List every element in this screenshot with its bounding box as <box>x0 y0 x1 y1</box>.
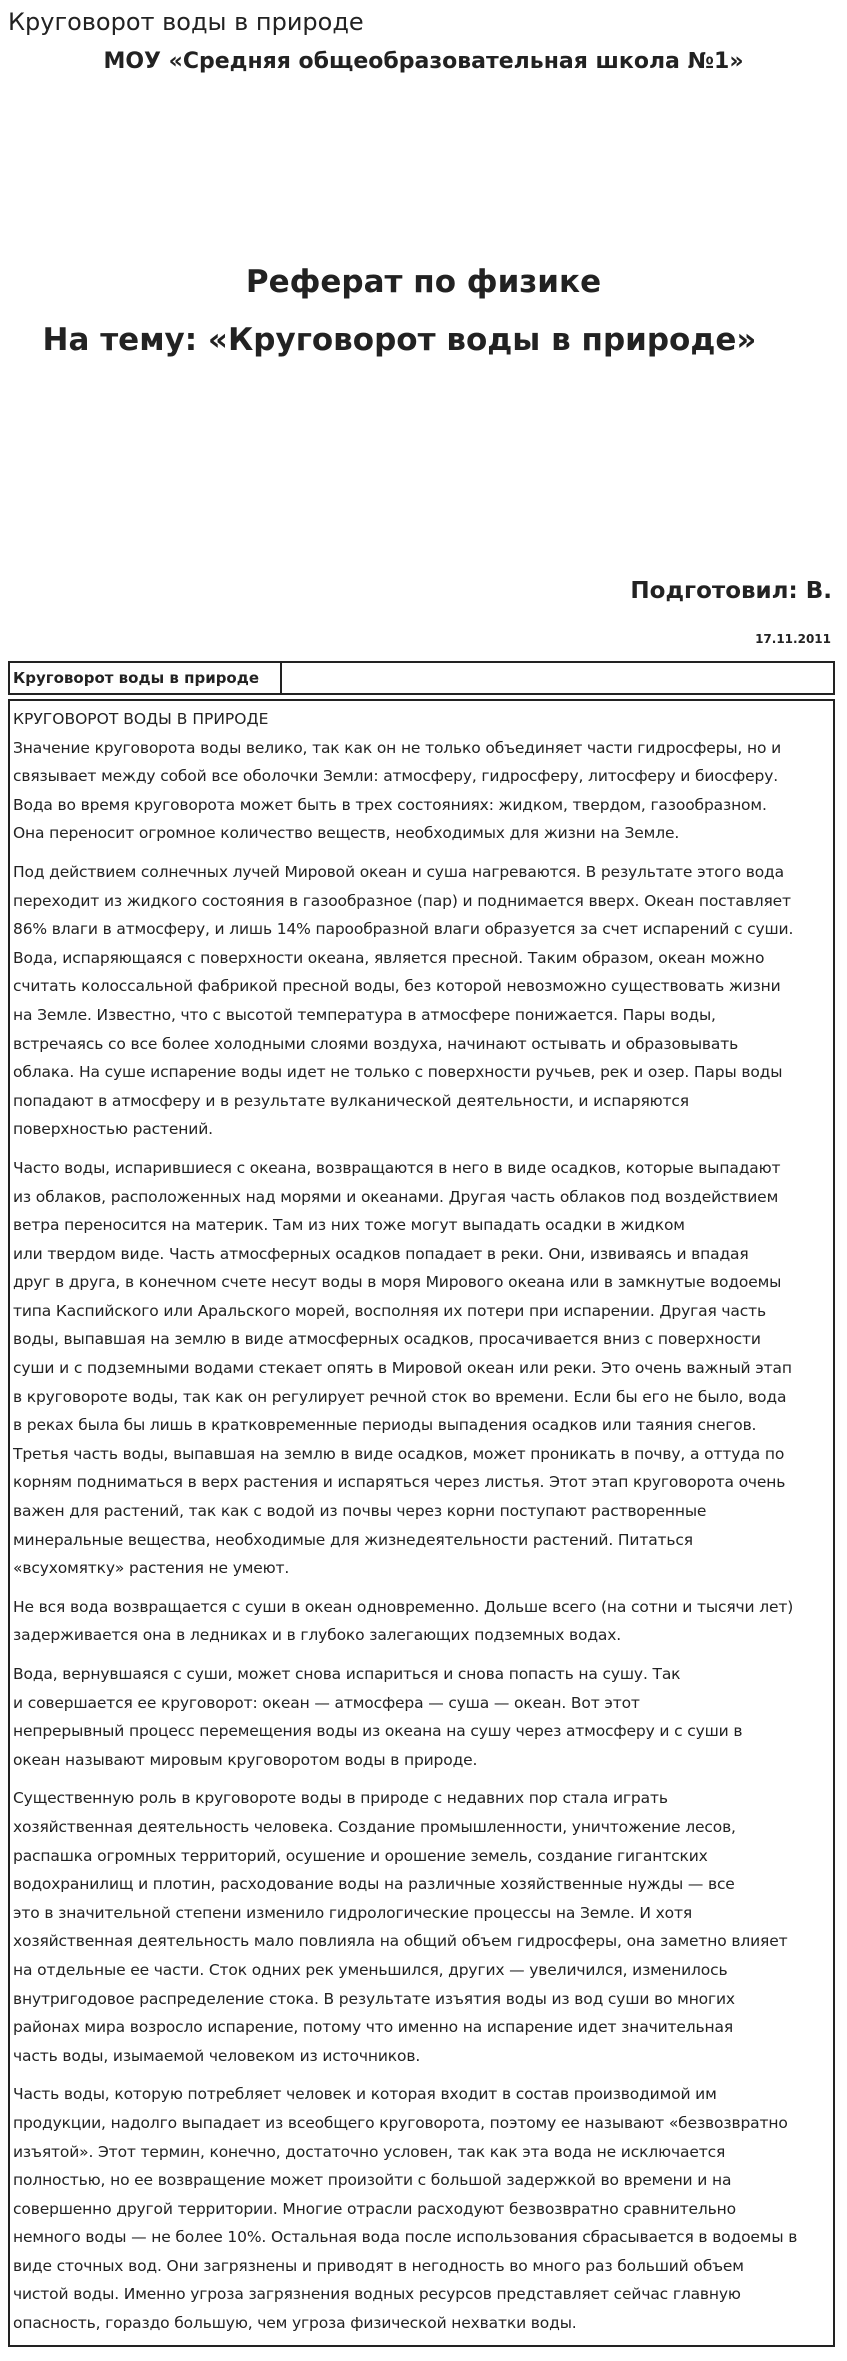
section-tab-label: Круговорот воды в природе <box>10 663 282 693</box>
paragraph-5: Вода, вернувшаяся с суши, может снова испариться и снова попасть на сушу. Так и совершается ее круговорот: океан — атмосфера — суша — океан. Вот этот непрерывный процесс перемещения воды из океана на сушу через атмосферу и с суши в океан называют мировым круговоротом воды в природе. <box>13 1665 743 1769</box>
paragraph-2: Под действием солнечных лучей Мировой океан и суша нагреваются. В результате этого вода переходит из жидкого состояния в газообразное (пар) и поднимается вверх. Океан поставляет 86% влаги в атмосферу, и лишь 14% парообразной влаги образуется за счет испарений с суши. Вода, испаряющаяся с поверхности океана, является пресной. Таким образом, океан можно считать колоссальной фабрикой пресной воды, без которой невозможно существовать жизни на Земле. Известно, что с высотой температура в атмосфере понижается. Пары воды, встречаясь со все более холодными слоями воздуха, начинают остывать и образовывать облака. На суше испарение воды идет не только с поверхности ручьев, рек и озер. Пары воды попадают в атмосферу и в результате вулканической деятельности, и испаряются поверхностью растений. <box>13 862 794 1139</box>
paragraph-1: Значение круговорота воды велико, так как он не только объединяет части гидросферы, но и связывает между собой все оболочки Земли: атмосферу, гидросферу, литосферу и биосферу. Вода во время круговорота может быть в трех состояниях: жидком, твердом, газообразном. Она переносит огромное количество веществ, необходимых для жизни на Земле. <box>13 738 782 843</box>
article-content <box>8 699 835 2347</box>
author-line: Подготовил: В. <box>630 578 832 604</box>
paragraph-3: Часто воды, испарившиеся с океана, возвращаются в него в виде осадков, которые выпадают из облаков, расположенных над морями и океанами. Другая часть облаков под воздействием ветра переносится на материк. Там из них тоже могут выпадать осадки в жидком или твердом виде. Часть атмосферных осадков попадает в реки. Они, извиваясь и впадая друг в друга, в конечном счете несут воды в моря Мирового океана или в замкнутые водоемы типа Каспийского или Аральского морей, восполняя их потери при испарении. Другая часть воды, выпавшая на землю в виде атмосферных осадков, просачивается вниз с поверхности суши и с подземными водами стекает опять в Мировой океан или реки. Это очень важный этап в круговороте воды, так как он регулирует речной сток во времени. Если бы его не было, вода в реках была бы лишь в кратковременные периоды выпадения осадков или таяния снегов. Третья часть воды, выпавшая на землю в виде осадков, может проникать в почву, а оттуда по корням подниматься в верх растения и испаряться через листья. Этот этап круговорота очень важен для растений, так как с водой из почвы через корни поступают растворенные минеральные вещества, необходимые для жизнедеятельности растений. Питаться «всухомятку» растения не умеют. <box>13 1158 792 1578</box>
paragraph-7: Часть воды, которую потребляет человек и которая входит в состав производимой им продукции, надолго выпадает из всеобщего круговорота, поэтому ее называют «безвозвратно изъятой». Этот термин, конечно, достаточно условен, так как эта вода не исключается полностью, но ее возвращение может произойти с большой задержкой во времени и на совершенно другой территории. Многие отрасли расходуют безвозвратно сравнительно немного воды — не более 10%. Остальная вода после использования сбрасывается в водоемы в виде сточных вод. Они загрязнены и приводят в негодность во много раз больший объем чистой воды. Именно угроза загрязнения водных ресурсов представляет сейчас главную опасность, гораздо большую, чем угроза физической нехватки воды. <box>13 2085 798 2333</box>
school-name: МОУ «Средняя общеобразовательная школа №1» <box>103 49 744 74</box>
page-title: Круговорот воды в природе <box>8 8 364 36</box>
section-header-box <box>8 661 835 695</box>
paragraph-4: Не вся вода возвращается с суши в океан одновременно. Дольше всего (на сотни и тысячи лет) задерживается она в ледниках и в глубоко залегающих подземных водах. <box>13 1597 794 1645</box>
report-topic: На тему: «Круговорот воды в природе» <box>42 322 757 358</box>
date-label: 17.11.2011 <box>755 632 831 646</box>
article-heading: КРУГОВОРОТ ВОДЫ В ПРИРОДЕ <box>13 710 269 728</box>
report-subject: Реферат по физике <box>245 264 602 300</box>
paragraph-6: Существенную роль в круговороте воды в природе с недавних пор стала играть хозяйственная деятельность человека. Создание промышленности, уничтожение лесов, распашка огромных территорий, осушение и орошение земель, создание гигантских водохранилищ и плотин, расходование воды на различные хозяйственные нужды — все это в значительной степени изменило гидрологические процессы на Земле. И хотя хозяйственная деятельность мало повлияла на общий объем гидросферы, она заметно влияет на отдельные ее части. Сток одних рек уменьшился, других — увеличился, изменилось внутригодовое распределение стока. В результате изъятия воды из вод суши во многих районах мира возросло испарение, потому что именно на испарение идет значительная часть воды, изымаемой человеком из источников. <box>13 1789 788 2065</box>
